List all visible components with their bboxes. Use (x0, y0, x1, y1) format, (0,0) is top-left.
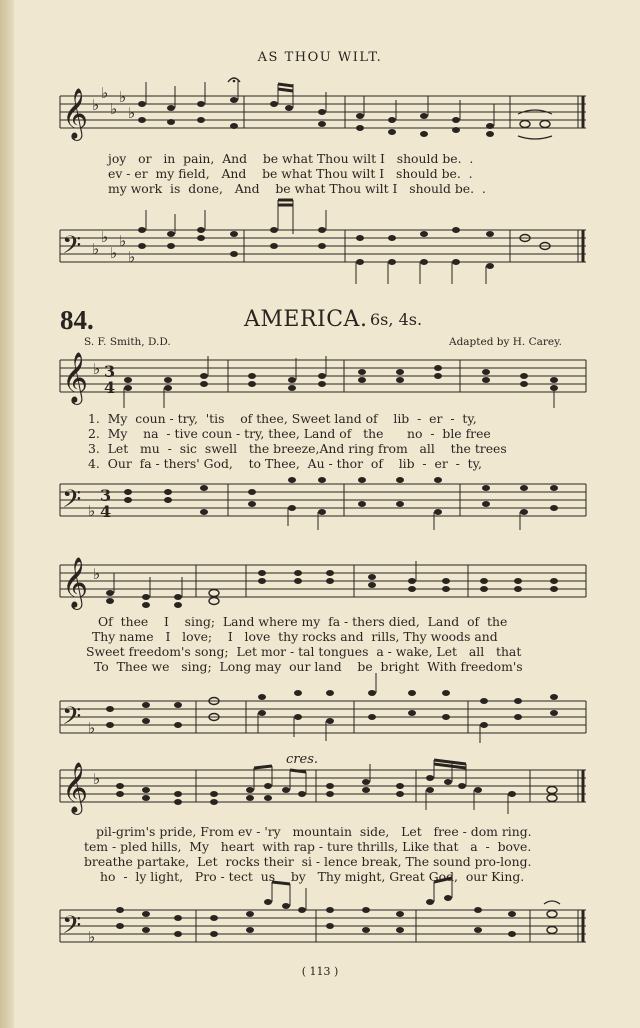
bass-key-signature (92, 228, 135, 266)
treble-staff (60, 565, 586, 597)
author-credit: S. F. Smith, D.D. (84, 336, 171, 348)
svg-text:♭: ♭ (110, 244, 118, 262)
svg-text:♭: ♭ (110, 100, 118, 118)
bass-clef-icon: 𝄢 (62, 231, 82, 266)
bass-notes (138, 227, 550, 269)
treble-notes (124, 365, 558, 391)
flat-icon: ♭ (88, 928, 96, 946)
bass-staff (60, 701, 586, 733)
treble-clef-icon: 𝄞 (62, 762, 89, 813)
america-verse-line: Sweet freedom's song; Let mor - tal tongues a - wake, Let all that (86, 644, 522, 659)
treble-stems (254, 760, 508, 814)
tie-curve (544, 901, 560, 904)
flat-icon: ♭ (93, 360, 101, 378)
america-verse-line: Of thee I sing; Land where my fa - thers died, Land of the (98, 614, 508, 629)
hymn-meter: 6s, 4s. (370, 310, 423, 329)
bass-stems (146, 200, 486, 284)
treble-notes (138, 97, 550, 137)
as-thou-wilt-lyric-line: joy or in pain, And be what Thou wilt I should be. . (108, 151, 474, 166)
hymn-title: AMERICA. (244, 307, 368, 332)
hymn-number: 84. (60, 305, 94, 335)
time-signature-top: 3 (100, 486, 112, 505)
america-verse-line: 2. My na - tive coun - try, thee, Land of the no - ble free (88, 426, 491, 441)
america-verse-line: Thy name I love; I love thy rocks and rills, Thy woods and (92, 629, 498, 644)
america-verse-line: breathe partake, Let rocks their si - lence break, The sound pro-long. (84, 854, 532, 869)
bass-notes (124, 477, 558, 515)
svg-text:♭: ♭ (101, 84, 109, 102)
america-verse-line: tem - pled hills, My heart with rap - ture thrills, Like that a - bove. (84, 839, 532, 854)
america-verse-line: 4. Our fa - thers' God, to Thee, Au - thor of lib - er - ty, (88, 456, 482, 471)
svg-text:♭: ♭ (92, 96, 100, 114)
key-signature-flats (92, 84, 135, 122)
crescendo-marking: cres. (286, 752, 318, 767)
treble-notes (116, 775, 557, 805)
running-head: AS THOU WILT. (257, 50, 383, 65)
america-verse-line: 1. My coun - try, 'tis of thee, Sweet land of lib - er - ty, (88, 411, 477, 426)
america-verse-line: pil-grim's pride, From ev - 'ry mountain side, Let free - dom ring. (96, 824, 532, 839)
treble-clef-icon: 𝄞 (62, 352, 89, 403)
svg-text:♭: ♭ (128, 104, 136, 122)
bass-clef-icon: 𝄢 (62, 911, 82, 946)
treble-clef-icon: 𝄞 (62, 557, 89, 608)
svg-text:♭: ♭ (92, 240, 100, 258)
bass-notes (116, 895, 557, 937)
bass-staff (60, 910, 586, 942)
page-number: ( 113 ) (301, 965, 339, 978)
bass-clef-icon: 𝄢 (62, 702, 82, 737)
bass-clef-icon: 𝄢 (62, 485, 82, 520)
flat-icon: ♭ (93, 565, 101, 583)
as-thou-wilt-lyric-line: ev - er my field, And be what Thou wilt I should be. . (108, 166, 473, 181)
time-signature-bottom: 4 (100, 502, 112, 521)
flat-icon: ♭ (88, 502, 96, 520)
svg-text:♭: ♭ (119, 232, 127, 250)
svg-text:♭: ♭ (119, 88, 127, 106)
composer-credit: Adapted by H. Carey. (448, 336, 562, 348)
svg-text:♭: ♭ (101, 228, 109, 246)
america-verse-line: To Thee we sing; Long may our land be bright With freedom's (94, 659, 523, 674)
as-thou-wilt-score (0, 0, 640, 290)
time-signature-bottom: 4 (104, 378, 116, 397)
flat-icon: ♭ (88, 719, 96, 737)
flat-icon: ♭ (93, 770, 101, 788)
treble-staff (60, 770, 586, 802)
america-verse-line: 3. Let mu - sic swell the breeze,And ring from all the trees (88, 441, 507, 456)
time-signature-top: 3 (104, 362, 116, 381)
as-thou-wilt-lyric-line: my work is done, And be what Thou wilt I should be. . (108, 181, 486, 196)
treble-stems (124, 356, 554, 408)
america-verse-line: ho - ly light, Pro - tect us by Thy might, Great God, our King. (100, 869, 525, 884)
treble-clef-icon: 𝄞 (62, 88, 89, 139)
svg-text:♭: ♭ (128, 248, 136, 266)
